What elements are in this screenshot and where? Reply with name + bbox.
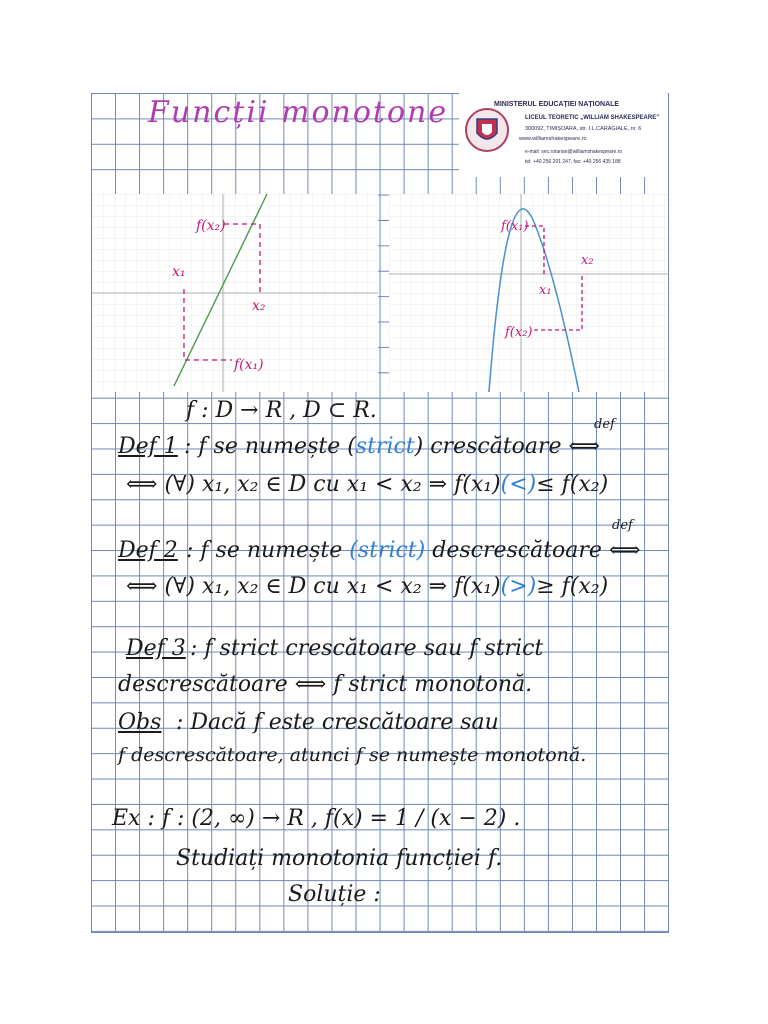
def3-line2: descrescătoare ⟺ f strict monotonă. — [118, 672, 533, 697]
def1-line1 — [184, 434, 600, 459]
decreasing-function-graph — [389, 194, 668, 392]
def2-label: Def 2 — [118, 538, 178, 563]
obs-label: Obs — [118, 710, 162, 735]
ministry-name: MINISTERUL EDUCAȚIEI NAȚIONALE — [494, 101, 620, 108]
fx2-label: f(x₂) — [505, 325, 533, 340]
def2-line1-end: descrescătoare ⟺ — [432, 538, 641, 563]
def1-def-marker: def — [594, 417, 615, 432]
def2-line2-start: ⟺ (∀) x₁, x₂ ∈ D cu x₁ < x₂ ⇒ f(x₁) — [126, 574, 501, 599]
example-task: Studiați monotonia funcției f. — [176, 846, 503, 871]
obs-line1: : Dacă f este crescătoare sau — [176, 710, 499, 735]
def1-line1-end: ) crescătoare ⟺ — [414, 434, 601, 459]
fx1-label: f(x₁) — [234, 357, 264, 373]
school-crest-icon — [462, 107, 512, 153]
page-title: Funcții monotone — [148, 95, 449, 130]
x1-label: x₁ — [172, 264, 186, 280]
def2-strict-sign: (>) — [500, 574, 537, 599]
school-address: 300092, TIMIȘOARA, str. I.L.CARAGIALE, nr. 6 — [525, 126, 642, 132]
def2-line1-start: : f se numește — [186, 538, 343, 563]
def2-strict-word: (strict) — [349, 538, 426, 563]
def2-line2 — [126, 574, 608, 599]
solution-heading: Soluție : — [288, 882, 381, 907]
def2-line1 — [186, 538, 640, 563]
def1-label: Def 1 — [118, 434, 178, 459]
def1-line2-end: ≤ f(x₂) — [536, 472, 609, 497]
function-definition: f : D → R , D ⊂ R. — [186, 398, 377, 423]
def2-def-marker: def — [612, 518, 633, 533]
def1-strict-word: strict — [355, 434, 415, 459]
school-website: www.williamshakespeare.ro — [519, 136, 587, 142]
school-logo-header — [459, 93, 668, 177]
x2-label: x₂ — [581, 253, 594, 268]
def1-line2-start: ⟺ (∀) x₁, x₂ ∈ D cu x₁ < x₂ ⇒ f(x₁) — [126, 472, 501, 497]
def3-label: Def 3 — [126, 636, 186, 661]
fx1-label: f(x₁) — [501, 219, 529, 234]
def1-line2 — [126, 472, 608, 497]
def3-line1: : f strict crescătoare sau f strict — [190, 636, 544, 661]
school-email: e-mail: sec.rotarian@williamshakespeare.ro — [525, 149, 623, 155]
school-name: LICEUL TEORETIC „WILLIAM SHAKESPEARE” — [525, 115, 660, 121]
def1-strict-sign: (<) — [500, 472, 537, 497]
example-statement: Ex : f : (2, ∞) → R , f(x) = 1 / (x − 2) . — [112, 806, 521, 831]
fx2-label: f(x₂) — [196, 218, 226, 234]
x2-label: x₂ — [252, 298, 266, 314]
x1-label: x₁ — [539, 283, 552, 298]
def2-line2-end: ≥ f(x₂) — [536, 574, 609, 599]
obs-line2: f descrescătoare, atunci f se numește monotonă. — [118, 744, 587, 766]
def1-line1-start: : f se numește ( — [184, 434, 356, 459]
school-phone: tel: +40 256 201 247, fax: +40 256 435 188 — [525, 159, 621, 165]
increasing-function-graph — [92, 194, 378, 392]
